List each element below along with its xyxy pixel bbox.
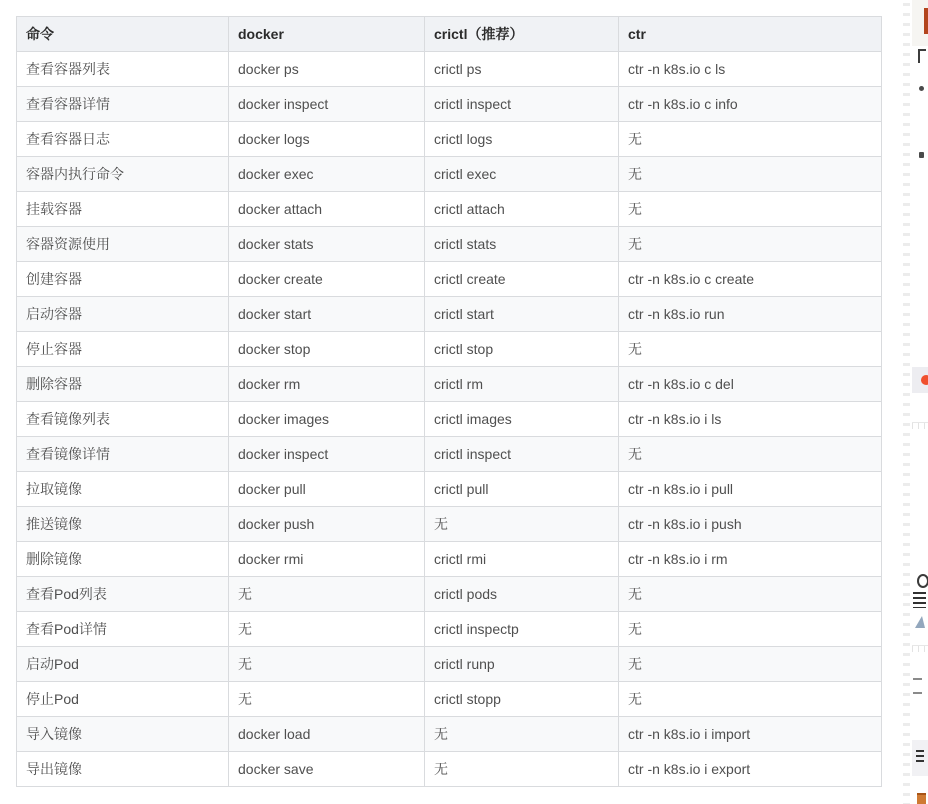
table-cell: docker create	[229, 262, 425, 297]
table-cell: 启动容器	[17, 297, 229, 332]
table-cell: docker inspect	[229, 437, 425, 472]
table-cell: docker save	[229, 752, 425, 787]
table-cell: crictl rmi	[425, 542, 619, 577]
table-cell: crictl inspectp	[425, 612, 619, 647]
table-row	[17, 87, 882, 122]
table-cell: crictl exec	[425, 157, 619, 192]
table-cell: 停止容器	[17, 332, 229, 367]
table-row	[17, 437, 882, 472]
table-cell: ctr -n k8s.io i rm	[619, 542, 882, 577]
table-cell: crictl start	[425, 297, 619, 332]
table-cell: 无	[425, 752, 619, 787]
sidebar-text-line-fragment	[913, 678, 922, 680]
table-cell: ctr -n k8s.io i push	[619, 507, 882, 542]
table-cell: ctr -n k8s.io c del	[619, 367, 882, 402]
table-cell: ctr -n k8s.io i import	[619, 717, 882, 752]
table-cell: ctr -n k8s.io c info	[619, 87, 882, 122]
table-cell: 创建容器	[17, 262, 229, 297]
table-cell: 启动Pod	[17, 647, 229, 682]
table-row	[17, 472, 882, 507]
column-header: crictl（推荐）	[425, 17, 619, 52]
column-header: ctr	[619, 17, 882, 52]
table-cell: docker rm	[229, 367, 425, 402]
table-cell: 拉取镜像	[17, 472, 229, 507]
table-cell: crictl pull	[425, 472, 619, 507]
table-row	[17, 577, 882, 612]
table-cell: crictl stats	[425, 227, 619, 262]
sidebar-glyph-fragment	[916, 750, 924, 764]
table-cell: 删除镜像	[17, 542, 229, 577]
table-cell: docker exec	[229, 157, 425, 192]
table-cell: crictl stop	[425, 332, 619, 367]
sidebar-code-card-fragment	[912, 740, 928, 776]
table-cell: 挂载容器	[17, 192, 229, 227]
sidebar-header-card-fragment	[912, 0, 928, 46]
table-cell: 无	[425, 717, 619, 752]
table-cell: 无	[619, 192, 882, 227]
table-cell: docker rmi	[229, 542, 425, 577]
table-row	[17, 507, 882, 542]
sidebar-glyph-fragment	[917, 574, 928, 588]
table-cell: crictl create	[425, 262, 619, 297]
table-row	[17, 157, 882, 192]
table-cell: 无	[619, 332, 882, 367]
table-row	[17, 122, 882, 157]
table-cell: 无	[619, 647, 882, 682]
table-cell: 删除容器	[17, 367, 229, 402]
table-row	[17, 682, 882, 717]
sidebar-card-fragment	[912, 367, 928, 393]
table-cell: 容器内执行命令	[17, 157, 229, 192]
dashed-page-divider	[903, 3, 910, 804]
table-body	[17, 52, 882, 787]
table-cell: crictl attach	[425, 192, 619, 227]
red-dot-icon	[921, 375, 928, 385]
table-row	[17, 752, 882, 787]
table-cell: crictl pods	[425, 577, 619, 612]
table-cell: docker inspect	[229, 87, 425, 122]
table-cell: 无	[619, 682, 882, 717]
table-cell: crictl inspect	[425, 87, 619, 122]
table-cell: crictl runp	[425, 647, 619, 682]
table-cell: 查看容器列表	[17, 52, 229, 87]
table-cell: docker stop	[229, 332, 425, 367]
sidebar-list-bullet	[919, 152, 924, 158]
table-header-row	[17, 17, 882, 52]
table-row	[17, 297, 882, 332]
sidebar-list-bullet	[919, 86, 924, 91]
table-cell: 无	[619, 612, 882, 647]
table-cell: 无	[229, 647, 425, 682]
table-cell: crictl rm	[425, 367, 619, 402]
sidebar-text-fragment	[913, 592, 926, 608]
table-row	[17, 52, 882, 87]
table-cell: docker push	[229, 507, 425, 542]
table-cell: docker load	[229, 717, 425, 752]
table-cell: docker stats	[229, 227, 425, 262]
table-cell: 查看Pod详情	[17, 612, 229, 647]
table-row	[17, 647, 882, 682]
table-cell: docker images	[229, 402, 425, 437]
table-cell: 无	[229, 577, 425, 612]
sidebar-orange-glyph-fragment	[917, 793, 926, 804]
table-cell: 查看Pod列表	[17, 577, 229, 612]
table-cell: 无	[619, 577, 882, 612]
sidebar-text-line-fragment	[913, 692, 922, 694]
sidebar-text-fragment	[918, 49, 926, 63]
table-row	[17, 227, 882, 262]
sidebar-table-edge-fragment	[912, 422, 928, 429]
table-cell: 容器资源使用	[17, 227, 229, 262]
triangle-icon	[915, 616, 925, 628]
table-row	[17, 367, 882, 402]
table-cell: 无	[229, 682, 425, 717]
column-header: 命令	[17, 17, 229, 52]
table-cell: ctr -n k8s.io i ls	[619, 402, 882, 437]
table-cell: ctr -n k8s.io i pull	[619, 472, 882, 507]
table-cell: 查看镜像详情	[17, 437, 229, 472]
table-row	[17, 612, 882, 647]
sidebar-accent-bar	[924, 8, 928, 34]
table-cell: docker ps	[229, 52, 425, 87]
table-cell: 无	[619, 227, 882, 262]
table-cell: ctr -n k8s.io c ls	[619, 52, 882, 87]
table-cell: crictl logs	[425, 122, 619, 157]
table-row	[17, 332, 882, 367]
table-cell: 查看容器日志	[17, 122, 229, 157]
table-row	[17, 717, 882, 752]
table-row	[17, 192, 882, 227]
table-cell: 查看镜像列表	[17, 402, 229, 437]
container-runtime-command-table	[16, 16, 882, 787]
table-row	[17, 542, 882, 577]
table-cell: ctr -n k8s.io i export	[619, 752, 882, 787]
table-cell: ctr -n k8s.io c create	[619, 262, 882, 297]
table-cell: ctr -n k8s.io run	[619, 297, 882, 332]
table-cell: 推送镜像	[17, 507, 229, 542]
table-cell: docker start	[229, 297, 425, 332]
table-cell: 无	[425, 507, 619, 542]
table-cell: 查看容器详情	[17, 87, 229, 122]
sidebar-table-edge-fragment	[912, 645, 928, 652]
table-cell: 导入镜像	[17, 717, 229, 752]
table-cell: docker attach	[229, 192, 425, 227]
table-row	[17, 262, 882, 297]
table-cell: 停止Pod	[17, 682, 229, 717]
table-cell: 无	[229, 612, 425, 647]
table-cell: 导出镜像	[17, 752, 229, 787]
column-header: docker	[229, 17, 425, 52]
table-cell: crictl images	[425, 402, 619, 437]
table-cell: crictl stopp	[425, 682, 619, 717]
table-cell: 无	[619, 122, 882, 157]
table-cell: docker logs	[229, 122, 425, 157]
table-cell: crictl inspect	[425, 437, 619, 472]
table-cell: 无	[619, 157, 882, 192]
table-cell: docker pull	[229, 472, 425, 507]
table-cell: 无	[619, 437, 882, 472]
table-cell: crictl ps	[425, 52, 619, 87]
table-row	[17, 402, 882, 437]
